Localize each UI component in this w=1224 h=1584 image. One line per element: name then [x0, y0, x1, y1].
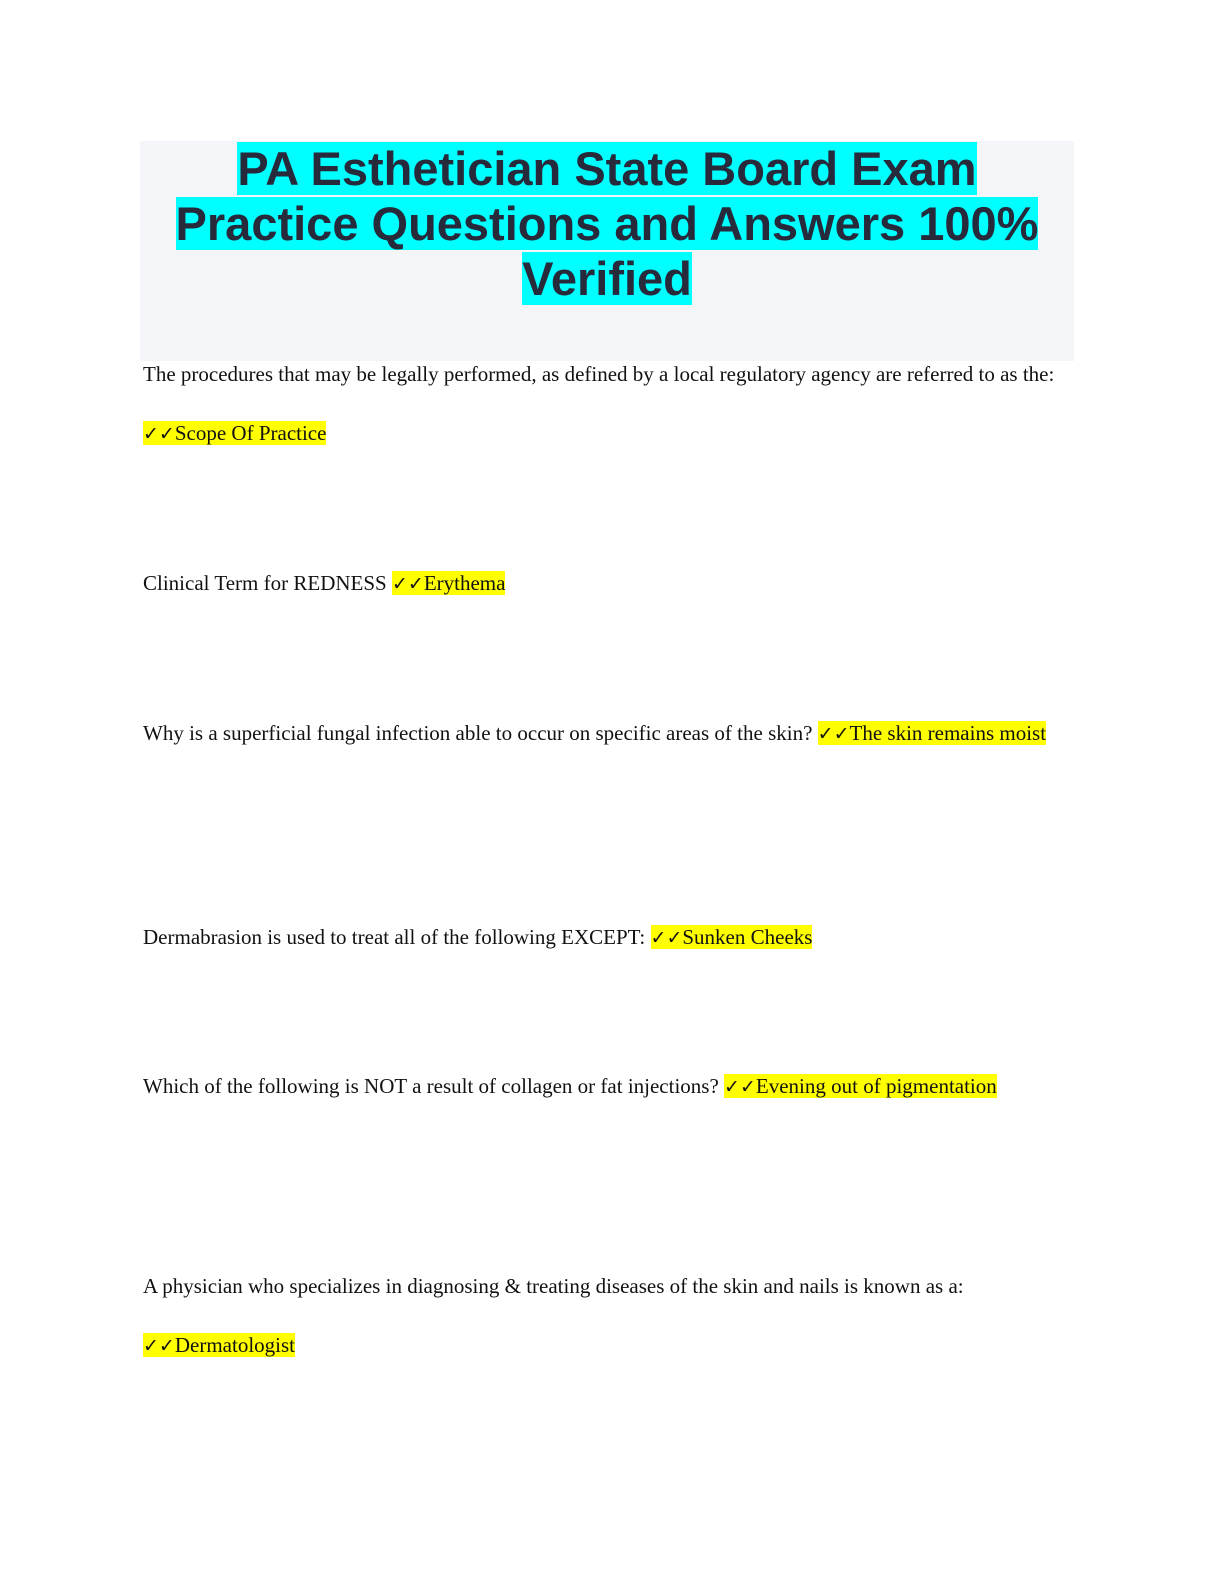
- answer-highlight: [392, 571, 505, 595]
- question-text: A physician who specializes in diagnosing & treating diseases of the skin and nails is known as a:: [143, 1274, 964, 1298]
- answer-highlight: [724, 1074, 997, 1098]
- qa-item-6: [143, 1257, 1063, 1376]
- double-check-icon: ✓✓: [391, 573, 424, 595]
- double-check-icon: ✓✓: [650, 927, 683, 949]
- qa-item-2: [143, 554, 1063, 614]
- answer-highlight: [818, 721, 1046, 745]
- answer-highlight: [143, 421, 326, 445]
- double-check-icon: ✓✓: [724, 1076, 756, 1098]
- answer-text: Evening out of pigmentation: [755, 1074, 997, 1098]
- document-title-text: PA Esthetician State Board Exam Practice Questions and Answers 100% Verified: [175, 142, 1039, 305]
- question-text: Which of the following is NOT a result of collagen or fat injections?: [143, 1074, 725, 1098]
- answer-text: Erythema: [423, 571, 506, 595]
- question-text: The procedures that may be legally performed, as defined by a local regulatory agency are referred to as the:: [143, 362, 1055, 386]
- qa-item-4: [143, 908, 1063, 968]
- question-text: Clinical Term for REDNESS: [143, 571, 392, 595]
- qa-item-3: [143, 704, 1063, 764]
- answer-text: Scope Of Practice: [174, 421, 327, 445]
- document-title: [140, 141, 1074, 306]
- double-check-icon: ✓✓: [143, 423, 175, 445]
- qa-item-1: [143, 345, 1063, 464]
- answer-highlight: [651, 925, 813, 949]
- question-text: Why is a superficial fungal infection able to occur on specific areas of the skin?: [143, 721, 818, 745]
- answer-text: Sunken Cheeks: [682, 925, 813, 949]
- answer-highlight: [143, 1333, 295, 1357]
- answer-text: Dermatologist: [174, 1333, 295, 1357]
- double-check-icon: ✓✓: [817, 723, 850, 745]
- question-text: Dermabrasion is used to treat all of the following EXCEPT:: [143, 925, 651, 949]
- qa-item-5: [143, 1057, 1063, 1117]
- title-box: [140, 141, 1074, 361]
- answer-text: The skin remains moist: [849, 721, 1047, 745]
- double-check-icon: ✓✓: [143, 1335, 175, 1357]
